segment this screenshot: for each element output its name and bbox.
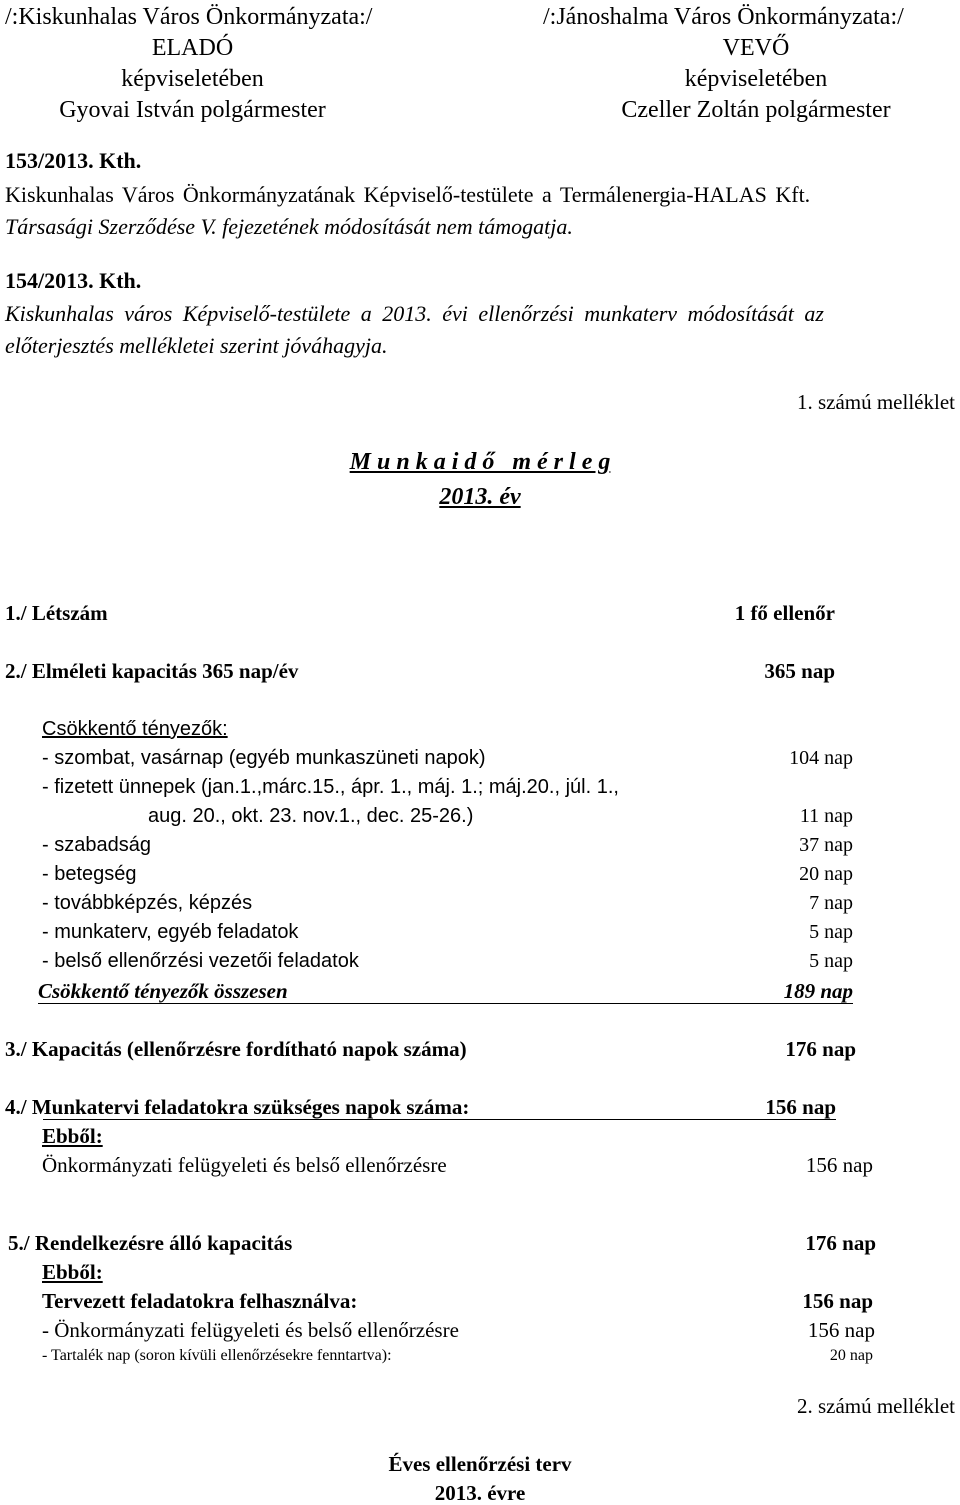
reducing-total-label: Csökkentő tényezők összesen [38, 979, 288, 1003]
resolution-text: előterjesztés mellékletei szerint jóváhagyja. [5, 333, 388, 358]
resolution-number: 153/2013. Kth. [5, 148, 142, 173]
list-item-label: - szabadság [42, 834, 151, 856]
used-item-label: - Önkormányzati felügyeleti és belső ellenőrzésre [42, 1318, 459, 1342]
list-item-label: - belső ellenőrzési vezetői feladatok [42, 950, 359, 972]
list-item-value: 11 nap [799, 805, 853, 827]
list-item-label: - munkaterv, egyéb feladatok [42, 921, 299, 943]
planned-days-label [5, 1097, 469, 1118]
resolution-text: Társasági Szerződése V. fejezetének módosítását nem támogatja. [5, 214, 573, 239]
reducing-factors-title: Csökkentő tényezők: [42, 718, 228, 740]
annex-label: 2. számú melléklet [796, 1394, 955, 1418]
annex-label: 1. számú melléklet [796, 390, 955, 414]
available-capacity-value: 176 nap [805, 1231, 876, 1255]
buyer-person: Czeller Zoltán polgármester [621, 97, 891, 123]
list-item-value: 20 nap [799, 863, 853, 885]
seller-repr: képviseletében [121, 66, 264, 92]
list-item-value: 5 nap [809, 950, 853, 972]
resolution-text: Kiskunhalas város Képviselő-testülete a 2013. évi ellenőrzési munkaterv módosítását az [5, 301, 824, 326]
seller-role: ELADÓ [151, 35, 234, 61]
used-label: Tervezett feladatokra felhasználva: [42, 1289, 358, 1313]
theoretical-capacity-value: 365 nap [764, 659, 835, 683]
planned-days-text: Munkatervi feladatokra szükséges napok száma: [31, 1095, 470, 1119]
available-capacity-label: 5./ Rendelkezésre álló kapacitás [8, 1231, 293, 1255]
list-item-value: 7 nap [809, 892, 853, 914]
planned-underline [43, 1119, 836, 1120]
ebbol-label: Ebből: [42, 1124, 103, 1148]
buyer-role: VEVŐ [722, 35, 790, 61]
list-item-label: - továbbképzés, képzés [42, 892, 253, 914]
planned-days-value: 156 nap [765, 1095, 836, 1119]
resolution-number: 154/2013. Kth. [5, 268, 142, 293]
page-title: M u n k a i d ő m é r l e g [349, 449, 611, 475]
list-item-label: - betegség [42, 863, 137, 885]
planned-sub-label: Önkormányzati felügyeleti és belső ellenőrzésre [42, 1153, 447, 1177]
planned-sub-value: 156 nap [805, 1153, 873, 1177]
theoretical-capacity-label: 2./ Elméleti kapacitás 365 nap/év [5, 659, 299, 683]
capacity-value: 176 nap [785, 1037, 856, 1061]
headcount-label: 1./ Létszám [5, 601, 108, 625]
list-item-label: - szombat, vasárnap (egyéb munkaszüneti napok) [42, 747, 486, 769]
resolution-text: Kiskunhalas Város Önkormányzatának Képviselő-testülete a Termálenergia-HALAS Kft. [5, 182, 811, 207]
annex2-title: Éves ellenőrzési terv [388, 1452, 572, 1476]
total-underline [38, 1003, 853, 1004]
seller-person: Gyovai István polgármester [59, 97, 326, 123]
annex2-year: 2013. évre [434, 1481, 526, 1505]
used-item-value: 156 nap [807, 1318, 875, 1342]
list-item-label: aug. 20., okt. 23. nov.1., dec. 25-26.) [148, 805, 474, 827]
headcount-value: 1 fő ellenőr [734, 601, 835, 625]
ebbol-label: Ebből: [42, 1260, 103, 1284]
list-item-label: - fizetett ünnepek (jan.1.,márc.15., ápr. 1., máj. 1.; máj.20., júl. 1., [42, 776, 619, 798]
used-value: 156 nap [802, 1289, 873, 1313]
reserve-item-label: - Tartalék nap (soron kívüli ellenőrzésekre fenntartva): [42, 1347, 392, 1364]
planned-days-prefix: 4./ [5, 1095, 32, 1119]
list-item-value: 104 nap [789, 747, 853, 769]
list-item-value: 5 nap [809, 921, 853, 943]
page-subtitle-year: 2013. év [439, 484, 521, 510]
capacity-label: 3./ Kapacitás (ellenőrzésre fordítható napok száma) [5, 1037, 467, 1061]
buyer-repr: képviseletében [684, 66, 828, 92]
reducing-total-value: 189 nap [783, 979, 853, 1003]
seller-org: /:Kiskunhalas Város Önkormányzata:/ [5, 4, 373, 30]
list-item-value: 37 nap [799, 834, 853, 856]
reserve-item-value: 20 nap [829, 1347, 873, 1364]
buyer-org: /:Jánoshalma Város Önkormányzata:/ [543, 4, 904, 30]
